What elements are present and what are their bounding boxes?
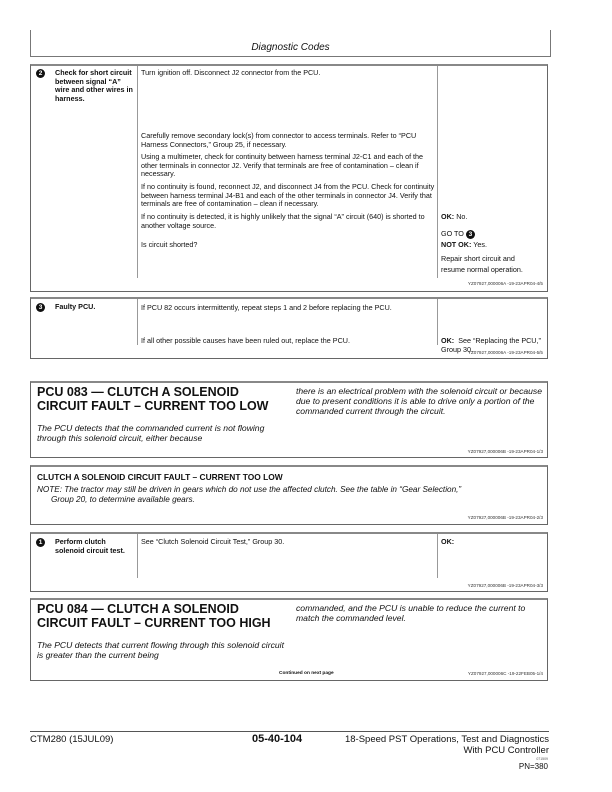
pcu-083-box (30, 381, 548, 458)
instruction: If no continuity is found, reconnect J2, and disconnect J4 from the PCU. Check for continuity between harness terminal J4-B1 and each of the other terminals in connector J4. Verify that terminals are free of contamination – clean if necessary. (141, 182, 435, 209)
note: NOTE: The tractor may still be driven in gears which do not use the affected clutch. See the table in “Gear Selection,” Group 20, to determine available gears. (37, 485, 462, 504)
step-title: Perform clutch solenoid circuit test. (55, 537, 125, 555)
goto-link[interactable] (441, 230, 541, 239)
clutch-a-note-box (30, 465, 548, 525)
divider (437, 66, 438, 278)
step-3-box (30, 297, 548, 359)
step-2-box (30, 64, 548, 292)
instruction: Using a multimeter, check for continuity between harness terminal J2-C1 and each of the other terminals in connector J2. Verify that terminals are free of contamination – clean if necessary. (141, 152, 424, 179)
instruction: If no continuity is detected, it is highly unlikely that the signal “A” circuit (640) is shorted to another voltage source. (141, 212, 425, 230)
divider (137, 534, 138, 578)
instruction: Turn ignition off. Disconnect J2 connector from the PCU. (141, 68, 321, 77)
step-1-box (30, 532, 548, 592)
description: The PCU detects that the commanded current is not flowing through this solenoid circuit, either because (37, 423, 265, 443)
instruction: See “Clutch Solenoid Circuit Test,” Group 30. (141, 537, 285, 546)
reference-code: YZ07927,000006A -19-23APR04-4/5 (467, 281, 543, 286)
pcu-084-box (30, 598, 548, 681)
page-header (30, 30, 551, 57)
step-title: Faulty PCU. (55, 302, 96, 311)
section-title: PCU 084 — CLUTCH A SOLENOID CIRCUIT FAULT – CURRENT TOO HIGH (37, 602, 271, 630)
reference-code: YZ07927,000006C -19-22FEB05-1/4 (467, 671, 543, 676)
reference-code: YZ07927,000006B -19-23APR04-2/3 (467, 515, 543, 520)
step-title: Check for short circuit between signal “A” wire and other wires in harness. (55, 68, 133, 103)
section-title: CLUTCH A SOLENOID CIRCUIT FAULT – CURRENT TOO LOW (37, 472, 283, 482)
footer-page-number: 05-40-104 (252, 733, 303, 745)
notok-result (441, 241, 541, 250)
divider (437, 299, 438, 345)
divider (137, 299, 138, 345)
step-number-icon: 3 (466, 230, 475, 239)
footer-tiny-code: 071509 (536, 757, 548, 761)
ok-text: No. (456, 212, 468, 221)
ok-label: OK: (441, 212, 455, 221)
question: Is circuit shorted? (141, 240, 198, 249)
step-number-icon: 2 (36, 69, 45, 78)
description: The PCU detects that current flowing through this solenoid circuit is greater than the current being (37, 640, 284, 660)
notok-text: Yes. (473, 240, 487, 249)
goto-text: GO TO (441, 229, 464, 238)
notok-action: Repair short circuit and resume normal operation. (441, 254, 523, 274)
divider (437, 534, 438, 578)
footer-doc-id: CTM280 (15JUL09) (30, 734, 114, 745)
step-number-icon: 1 (36, 538, 45, 547)
notok-label: NOT OK: (441, 240, 472, 249)
footer-title-line1: 18-Speed PST Operations, Test and Diagnostics (344, 734, 549, 745)
reference-code: YZ07927,000006B -19-23APR04-1/3 (467, 449, 543, 454)
ok-label: OK: (441, 537, 455, 546)
step-number-icon: 3 (36, 303, 45, 312)
footer-pn: PN=380 (518, 762, 548, 771)
divider (137, 66, 138, 278)
footer-title (345, 734, 549, 756)
description-continued: there is an electrical problem with the solenoid circuit or because due to present conditions it is able to drive only a portion of the commanded current through the circuit. (296, 386, 543, 416)
footer-rule (30, 731, 549, 732)
ok-label: OK: (441, 336, 455, 345)
header-title: Diagnostic Codes (251, 42, 330, 53)
instruction: If PCU 82 occurs intermittently, repeat steps 1 and 2 before replacing the PCU. (141, 303, 392, 312)
section-title: PCU 083 — CLUTCH A SOLENOID CIRCUIT FAULT – CURRENT TOO LOW (37, 385, 269, 413)
ok-result (441, 213, 541, 222)
reference-code: YZ07927,000006B -19-23APR04-3/3 (467, 583, 543, 588)
ok-text: See “Replacing the PCU,” Group 30. (441, 336, 541, 354)
description-continued: commanded, and the PCU is unable to reduce the current to match the commanded level. (296, 603, 526, 623)
instruction: Carefully remove secondary lock(s) from connector to access terminals. Refer to “PCU Harness Connectors,” Group 25, if necessary. (141, 131, 417, 149)
footer-title-line2: With PCU Controller (463, 745, 549, 756)
instruction: If all other possible causes have been ruled out, replace the PCU. (141, 336, 350, 345)
reference-code: YZ07927,000006A -19-23APR04-5/5 (467, 350, 543, 355)
continued-notice: Continued on next page (279, 671, 334, 676)
